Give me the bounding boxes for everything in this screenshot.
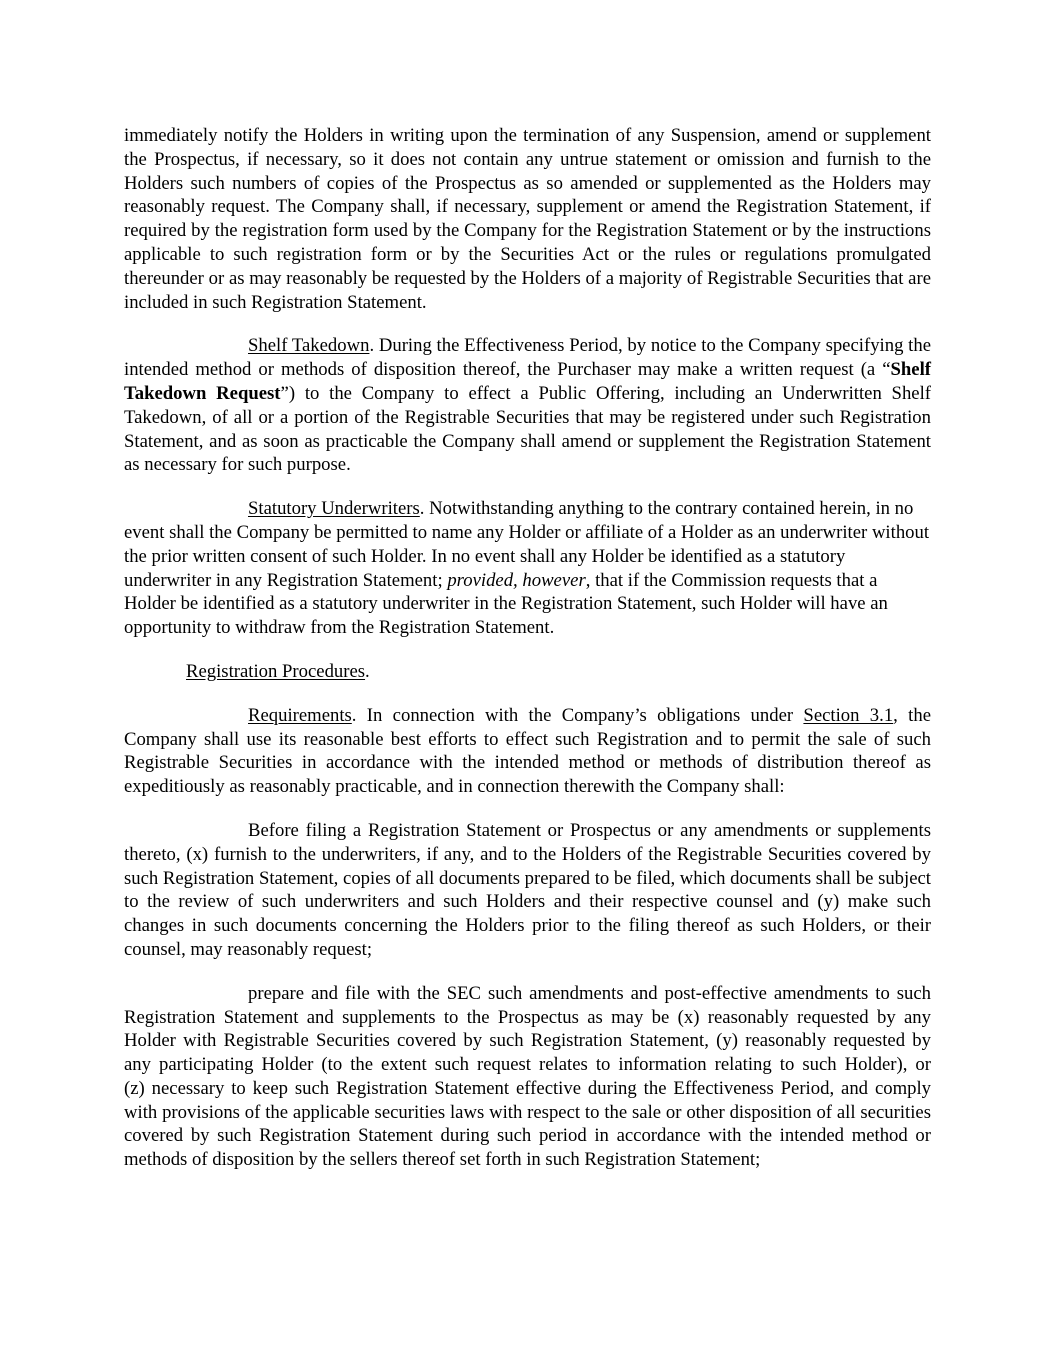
registration-procedures-punct: . [365, 660, 370, 682]
statutory-underwriters-heading: Statutory Underwriters [248, 498, 420, 520]
paragraph-shelf-takedown [124, 334, 931, 477]
statutory-underwriters-text-b: , that if the Commission requests that a Holder be identified as a statutory underwriter in the Registration Statement, such Holder will have an opportunity to withdraw from the Registration Statement. [124, 569, 888, 639]
shelf-takedown-text-a: . During the Effectiveness Period, by notice to the Company specifying the intended method or methods of disposition thereof, the Purchaser may make a written request (a “ [124, 335, 931, 381]
paragraph-requirements [124, 704, 931, 799]
paragraph-prospectus-amendment: immediately notify the Holders in writing upon the termination of any Suspension, amend or supplement the Prospectus, if necessary, so it does not contain any untrue statement or omission and furnish to the Holders such numbers of copies of the Prospectus as so amended or supplemented as the Holders may reasonably request. The Company shall, if necessary, supplement or amend the Registration Statement, if required by the registration form used by the Company for the Registration Statement or by the instructions applicable to such registration form or by the Securities Act or the rules or regulations promulgated thereunder or as may reasonably be requested by the Holders of a majority of Registrable Securities that are included in such Registration Statement. [124, 125, 931, 313]
section-3-1-reference: Section 3.1 [803, 704, 894, 726]
statutory-underwriters-text-a: . Notwithstanding anything to the contrary contained herein, in no event shall the Company be permitted to name any Holder or affiliate of a Holder as an underwriter without the prior written consent of such Holder. In no event shall any Holder be identified as a statutory underwriter in any Registration Statement; [124, 498, 930, 591]
paragraph-before-filing: Before filing a Registration Statement or Prospectus or any amendments or supplements thereto, (x) furnish to the underwriters, if any, and to the Holders of the Registrable Securities covered by such Registration Statement, copies of all documents prepared to be filed, which documents shall be subject to the review of such underwriters and such Holders and their respective counsel and (y) make such changes in such documents concerning the Holders prior to the filing thereof as such Holders, or their counsel, may reasonably request; [124, 819, 931, 960]
shelf-takedown-request-term: Shelf Takedown Request [124, 359, 931, 404]
paragraph-prepare-and-file: prepare and file with the SEC such amendments and post-effective amendments to such Registration Statement and supplements to the Prospectus as may be (x) reasonably requested by any Holder with Registrable Securities covered by such Registration Statement, (y) reasonably requested by any participating Holder (to the extent such request relates to information relating to such Holder), or (z) necessary to keep such Registration Statement effective during the Effectiveness Period, and comply with provisions of the applicable securities laws with respect to the sale or other disposition of all securities covered by such Registration Statement during such period in accordance with the intended method or methods of disposition by the sellers thereof set forth in such Registration Statement; [124, 982, 931, 1171]
requirements-text-b: , the Company shall use its reasonable best efforts to effect such Registration and to permit the sale of such Registrable Securities in accordance with the intended method or methods of distribution thereof as expeditiously as reasonably practicable, and in connection therewith the Company shall: [124, 704, 931, 798]
proviso-text: provided, however [447, 569, 586, 591]
shelf-takedown-heading: Shelf Takedown [248, 335, 370, 357]
registration-procedures-heading [124, 660, 931, 684]
shelf-takedown-text-b: ”) to the Company to effect a Public Offering, including an Underwritten Shelf Takedown, of all or a portion of the Registrable Securities that may be registered under such Registration Statement, and as soon as practicable the Company shall amend or supplement the Registration Statement as necessary for such purpose. [124, 382, 931, 476]
document-page [124, 124, 931, 1172]
requirements-text-a: . In connection with the Company’s obligations under [351, 704, 804, 726]
registration-procedures-title: Registration Procedures [186, 660, 366, 682]
requirements-heading: Requirements [248, 704, 352, 726]
paragraph-statutory-underwriters [124, 497, 931, 640]
